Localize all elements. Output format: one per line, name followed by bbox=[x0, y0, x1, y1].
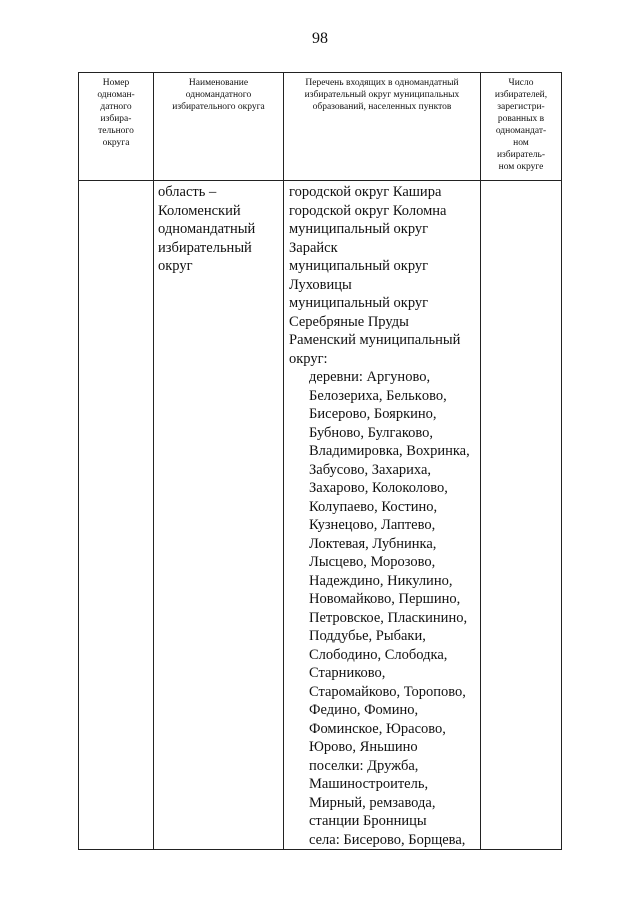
municipality-line: Раменский муниципальный bbox=[289, 332, 461, 348]
municipality-line: округ: bbox=[289, 350, 328, 367]
settlement-line: Белозериха, Белькoво, bbox=[309, 387, 447, 404]
settlement-line: Бубново, Булгаково, bbox=[309, 424, 434, 441]
settlement-line: Петровское, Пласкинино, bbox=[309, 609, 468, 626]
district-name-cell bbox=[154, 181, 284, 850]
settlement-line: деревни: Аргуново, bbox=[309, 369, 431, 385]
municipality-line: Серебряные Пруды bbox=[289, 313, 409, 330]
header-line: зарегистри- bbox=[497, 102, 545, 112]
header-number bbox=[79, 73, 154, 181]
header-line: ном bbox=[513, 138, 529, 148]
settlement-line: Кузнецово, Лаптево, bbox=[309, 517, 436, 533]
header-line: округа bbox=[102, 138, 130, 148]
table-header-row bbox=[79, 73, 562, 181]
settlement-line: Локтевая, Лубнинка, bbox=[309, 535, 437, 552]
settlement-line: станции Бронницы bbox=[309, 813, 427, 829]
district-name-line: одномандатный bbox=[158, 221, 256, 237]
settlement-line: Машиностроитель, bbox=[309, 776, 429, 792]
header-line: Перечень входящих в одномандатный bbox=[305, 78, 459, 88]
settlement-line: Колупаево, Костино, bbox=[309, 498, 438, 515]
header-line: образований, населенных пунктов bbox=[312, 102, 452, 112]
settlement-line: Бисерово, Бояркино, bbox=[309, 406, 437, 422]
settlement-line: Лысцево, Морозово, bbox=[309, 554, 436, 570]
district-name-line: область – bbox=[158, 184, 217, 200]
header-line: Наименование bbox=[188, 78, 249, 88]
header-line: избиратель- bbox=[496, 150, 546, 160]
settlement-line: Старомайково, Торопово, bbox=[309, 683, 466, 700]
table-row bbox=[79, 181, 562, 850]
settlement-line: поселки: Дружба, bbox=[309, 757, 419, 774]
page-number: 98 bbox=[312, 30, 328, 47]
voters-cell bbox=[481, 181, 562, 850]
header-voters bbox=[481, 73, 562, 181]
header-line: Номер bbox=[102, 78, 130, 88]
header-line: избирательного округа bbox=[172, 102, 265, 112]
municipality-line: муниципальный округ bbox=[289, 295, 429, 311]
header-line: рованных в bbox=[497, 114, 545, 124]
settlement-line: Захарово, Колоколово, bbox=[309, 480, 448, 496]
settlement-line: Мирный, ремзавода, bbox=[309, 794, 436, 811]
header-line: датного bbox=[100, 102, 132, 112]
settlement-line: Надеждино, Никулино, bbox=[309, 572, 453, 589]
header-line: избира- bbox=[100, 114, 132, 124]
municipality-line: муниципальный округ bbox=[289, 221, 429, 237]
settlement-line: Владимировка, Вохринка, bbox=[309, 443, 470, 459]
district-number-cell bbox=[79, 181, 154, 850]
municipality-line: городской округ Коломна bbox=[289, 202, 447, 219]
municipality-line: городской округ Кашира bbox=[289, 184, 442, 200]
header-line: тельного bbox=[98, 126, 134, 136]
settlement-line: Слободино, Слободка, bbox=[309, 646, 448, 663]
header-line: ном округе bbox=[498, 162, 544, 172]
header-line: одномандатного bbox=[185, 90, 252, 100]
header-municipalities bbox=[284, 73, 481, 181]
header-line: Число bbox=[508, 78, 534, 88]
district-name-line: округ bbox=[158, 258, 193, 274]
settlement-line: Поддубье, Рыбаки, bbox=[309, 628, 426, 644]
district-name-line: избирательный bbox=[158, 239, 252, 256]
settlement-line: Фоминское, Юрасово, bbox=[309, 720, 446, 737]
header-name bbox=[154, 73, 284, 181]
district-name-line: Коломенский bbox=[158, 202, 241, 219]
municipality-line: муниципальный округ bbox=[289, 258, 429, 274]
municipality-line: Зарайск bbox=[289, 239, 338, 256]
settlement-line: села: Бисерово, Борщева, bbox=[309, 831, 466, 848]
header-line: одномандат- bbox=[495, 126, 547, 136]
municipality-line: Луховицы bbox=[289, 276, 352, 293]
settlement-line: Забусово, Захариха, bbox=[309, 461, 432, 478]
settlement-line: Федино, Фомино, bbox=[309, 702, 419, 718]
settlement-line: Старниково, bbox=[309, 665, 386, 681]
header-line: избирателей, bbox=[494, 90, 548, 100]
settlement-line: Новомайково, Першино, bbox=[309, 591, 461, 607]
header-line: избирательный округ муниципальных bbox=[304, 90, 460, 100]
districts-table bbox=[78, 72, 562, 850]
header-line: одноман- bbox=[97, 90, 135, 100]
municipalities-cell bbox=[284, 181, 481, 850]
settlement-line: Юрово, Яньшино bbox=[309, 739, 418, 755]
